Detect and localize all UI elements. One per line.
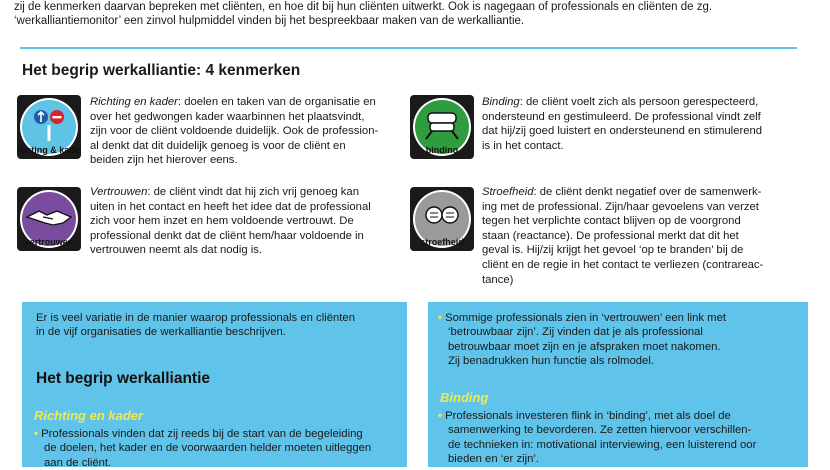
icon-label-vertrouwen: vertrouwen — [24, 237, 74, 247]
intro-line-2: ‘werkalliantiemonitor’ een zinvol hulpmiddel vinden bij het bespreekbaar maken van de werkalliantie. — [14, 15, 525, 27]
traffic-signs-icon — [17, 95, 81, 159]
term-stroefheid: Stroefheid — [482, 186, 534, 198]
term-vertrouwen: Vertrouwen — [90, 186, 148, 198]
icon-label-binding: binding — [425, 145, 459, 155]
right-box-bullet-2: • Professionals investeren flink in ‘binding’, met als doel de samenwerking te bevorderen. Ze zetten hiervoor verschillen- de technieken in: motivational interviewing, een luisterend oor bieden en ‘er zijn’. — [438, 410, 757, 466]
intro-line-1: zij de kenmerken daarvan bepreken met cliënten, en hoe dit bij hun cliënten uitwerkt. Ook is nagegaan of professionals en cliënten de zg. — [14, 1, 713, 13]
left-box-subheading: Richting en kader — [34, 408, 144, 423]
handshake-grip-icon — [410, 95, 474, 159]
term-binding: Binding — [482, 96, 520, 108]
icon-label-stroefheid: stroefheid — [420, 237, 464, 247]
kenmerk-binding: Binding: de cliënt voelt zich als persoon gerespecteerd, ondersteund en gestimuleerd. De professional vindt zelf dat hij/zij goed luistert en ondersteunend en stimulerend is in het contact. — [482, 96, 763, 152]
kenmerk-stroefheid: Stroefheid: de cliënt denkt negatief over de samenwerk- ing met de professional. Zijn/haar gevoelens van verzet tegen het verplichte contact blijven op de voorgrond staan (reactance). De professional merkt dat dit het geval is. Hij/zij krijgt het gevoel ‘op te branden’ bij de cliënt en de regie in het contact te verliezen (contrareac- tance) — [482, 186, 764, 286]
bullet-icon: • — [438, 312, 442, 324]
left-box-intro: Er is veel variatie in de manier waarop professionals en cliënten in de vijf organisaties de werkalliantie beschrijven. — [36, 312, 355, 339]
right-box-bullet-1: • Sommige professionals zien in ‘vertrouwen’ een link met ‘betrouwbaar zijn’. Zij vinden dat je als professional betrouwbaar moet zijn en je afspraken moet nakomen. Zij benadrukken hun functie als rolmodel. — [438, 312, 726, 368]
handshake-icon — [17, 187, 81, 251]
term-richting: Richting en kader — [90, 96, 178, 108]
left-info-box — [22, 302, 407, 467]
section-heading: Het begrip werkalliantie: 4 kenmerken — [22, 62, 301, 79]
bullet-icon: • — [34, 428, 38, 440]
kenmerk-vertrouwen: Vertrouwen: de cliënt vindt dat hij zich vrij genoeg kan uiten in het contact en heeft het idee dat de professional zich voor hem inzet en hem voldoende vertrouwt. De professional denkt dat de cliënt hem/haar voldoende in vertrouwen neemt als dat nodig is. — [90, 186, 371, 257]
left-box-heading: Het begrip werkalliantie — [36, 370, 210, 387]
section-divider — [20, 47, 797, 49]
right-info-box — [428, 302, 808, 467]
intro-text — [14, 0, 804, 28]
bullet-icon: • — [438, 410, 442, 422]
icon-label-richting: richting & kader — [17, 145, 81, 155]
right-box-subheading: Binding — [440, 390, 489, 405]
fist-bump-icon — [410, 187, 474, 251]
left-box-bullet: • Professionals vinden dat zij reeds bij de start van de begeleiding de doelen, het kader en de voorwaarden helder moeten uitleggen aan de cliënt. — [34, 428, 372, 469]
kenmerk-richting-en-kader: Richting en kader: doelen en taken van de organisatie en over het gedwongen kader waarbinnen het plaatsvindt, zijn voor de cliënt voldoende duidelijk. Ook de profession- al denkt dat dit duidelijk genoeg is voor de cliënt en beiden zijn het hierover eens. — [90, 96, 379, 167]
